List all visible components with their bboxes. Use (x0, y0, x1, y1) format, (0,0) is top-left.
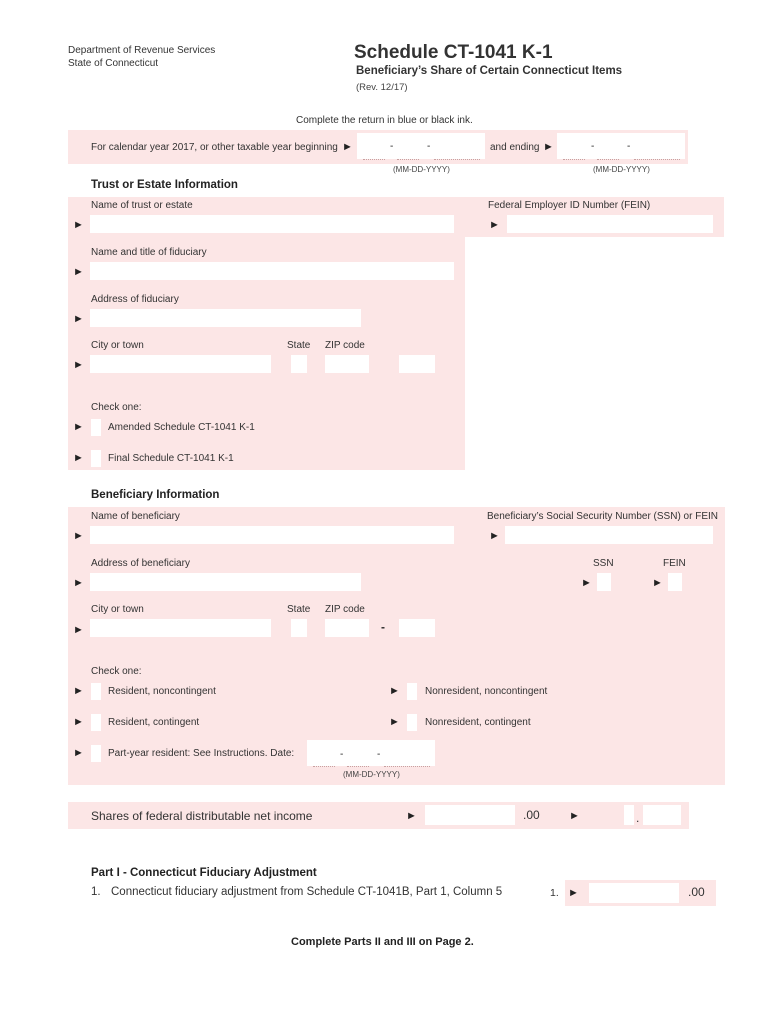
shares-cents: .00 (523, 808, 540, 822)
zip-label: ZIP code (325, 340, 365, 351)
ssn-label: SSN (593, 558, 614, 569)
shares-percent-whole-field[interactable] (624, 805, 634, 825)
shares-decimal-point: . (636, 811, 640, 825)
city-label: City or town (91, 340, 144, 351)
agency-state: State of Connecticut (68, 58, 159, 69)
arrow-icon: ► (73, 577, 84, 589)
part1-heading: Part I - Connecticut Fiduciary Adjustment (91, 867, 317, 879)
beneficiary-check-one-label: Check one: (91, 666, 142, 677)
date-underline (597, 159, 619, 160)
beneficiary-name-label: Name of beneficiary (91, 511, 180, 522)
date-format-hint: (MM-DD-YYYY) (593, 165, 650, 174)
date-separator: - (627, 141, 631, 152)
fein-checkbox[interactable] (668, 573, 682, 591)
shares-percent-decimal-field[interactable] (643, 805, 681, 825)
beneficiary-state-label: State (287, 604, 311, 615)
nonresident-contingent-label: Nonresident, contingent (425, 717, 531, 728)
tax-year-end-label: and ending (490, 142, 540, 153)
nonresident-noncontingent-label: Nonresident, noncontingent (425, 686, 548, 697)
amended-checkbox[interactable] (91, 419, 101, 436)
arrow-icon: ► (489, 219, 500, 231)
nonresident-contingent-checkbox[interactable] (407, 714, 417, 731)
arrow-icon: ► (73, 530, 84, 542)
arrow-icon: ► (389, 716, 400, 728)
fiduciary-adjustment-field[interactable] (589, 883, 679, 903)
beneficiary-city-field[interactable] (90, 619, 271, 637)
form-subtitle: Beneficiary’s Share of Certain Connecticut Items (356, 65, 623, 77)
fiduciary-state-field[interactable] (291, 355, 307, 373)
beneficiary-section-heading: Beneficiary Information (91, 489, 220, 501)
fiduciary-zip-ext-field[interactable] (399, 355, 435, 373)
date-separator: - (591, 141, 595, 152)
date-underline (363, 159, 385, 160)
arrow-icon: ► (73, 685, 84, 697)
fein-field[interactable] (507, 215, 713, 233)
fiduciary-city-field[interactable] (90, 355, 271, 373)
arrow-icon: ► (73, 219, 84, 231)
arrow-icon: ► (73, 359, 84, 371)
date-underline (313, 766, 335, 767)
date-underline (563, 159, 585, 160)
beneficiary-zip-label: ZIP code (325, 604, 365, 615)
arrow-icon: ► (73, 452, 84, 464)
amended-label: Amended Schedule CT-1041 K-1 (108, 422, 255, 433)
fein-type-label: FEIN (663, 558, 686, 569)
shares-label: Shares of federal distributable net income (91, 809, 313, 823)
fiduciary-name-label: Name and title of fiduciary (91, 247, 207, 258)
part1-line1-ref: 1. (550, 887, 559, 899)
date-underline (384, 766, 430, 767)
arrow-icon: ► (581, 577, 592, 589)
arrow-icon: ► (73, 421, 84, 433)
beneficiary-city-label: City or town (91, 604, 144, 615)
nonresident-noncontingent-checkbox[interactable] (407, 683, 417, 700)
arrow-icon: ► (569, 810, 580, 822)
shares-amount-field[interactable] (425, 805, 515, 825)
trust-section-heading: Trust or Estate Information (91, 179, 238, 191)
beneficiary-name-field[interactable] (90, 526, 454, 544)
state-label: State (287, 340, 311, 351)
arrow-icon: ► (489, 530, 500, 542)
resident-noncontingent-label: Resident, noncontingent (108, 686, 216, 697)
final-label: Final Schedule CT-1041 K-1 (108, 453, 234, 464)
date-separator: - (340, 749, 344, 760)
beneficiary-zip-field[interactable] (325, 619, 369, 637)
arrow-icon: ► (73, 624, 84, 636)
date-separator: - (427, 141, 431, 152)
resident-noncontingent-checkbox[interactable] (91, 683, 101, 700)
part1-line1-number: 1. (91, 886, 101, 898)
form-revision: (Rev. 12/17) (356, 82, 408, 93)
ssn-checkbox[interactable] (597, 573, 611, 591)
date-underline (634, 159, 680, 160)
arrow-icon: ► (73, 266, 84, 278)
final-checkbox[interactable] (91, 450, 101, 467)
trust-name-field[interactable] (90, 215, 454, 233)
arrow-icon: ► (652, 577, 663, 589)
fiduciary-name-field[interactable] (90, 262, 454, 280)
fiduciary-adjustment-cents: .00 (688, 885, 705, 899)
tax-year-end-date-field[interactable] (557, 133, 685, 159)
ink-instruction: Complete the return in blue or black ink. (296, 115, 473, 126)
part1-line1-text: Connecticut fiduciary adjustment from Schedule CT-1041B, Part 1, Column 5 (111, 886, 503, 898)
tax-year-begin-label: For calendar year 2017, or other taxable year beginning (91, 142, 338, 153)
arrow-icon: ► (406, 810, 417, 822)
resident-contingent-checkbox[interactable] (91, 714, 101, 731)
beneficiary-zip-ext-field[interactable] (399, 619, 435, 637)
arrow-icon: ► (389, 685, 400, 697)
date-underline (434, 159, 480, 160)
date-underline (347, 766, 369, 767)
date-format-hint: (MM-DD-YYYY) (343, 770, 400, 779)
date-separator: - (377, 749, 381, 760)
fein-label: Federal Employer ID Number (FEIN) (488, 200, 651, 211)
date-format-hint: (MM-DD-YYYY) (393, 165, 450, 174)
arrow-icon: ► (543, 141, 554, 153)
beneficiary-state-field[interactable] (291, 619, 307, 637)
agency-name: Department of Revenue Services (68, 45, 216, 56)
arrow-icon: ► (73, 747, 84, 759)
beneficiary-address-field[interactable] (90, 573, 361, 591)
continue-note: Complete Parts II and III on Page 2. (291, 936, 474, 948)
zip-dash: - (381, 620, 385, 634)
arrow-icon: ► (342, 141, 353, 153)
beneficiary-id-field[interactable] (505, 526, 713, 544)
trust-name-label: Name of trust or estate (91, 200, 193, 211)
fiduciary-address-label: Address of fiduciary (91, 294, 179, 305)
form-title: Schedule CT-1041 K-1 (354, 42, 553, 63)
beneficiary-address-label: Address of beneficiary (91, 558, 190, 569)
resident-contingent-label: Resident, contingent (108, 717, 200, 728)
arrow-icon: ► (73, 313, 84, 325)
date-separator: - (390, 141, 394, 152)
arrow-icon: ► (568, 887, 579, 899)
trust-check-one-label: Check one: (91, 402, 142, 413)
date-underline (397, 159, 419, 160)
arrow-icon: ► (73, 716, 84, 728)
beneficiary-id-label: Beneficiary’s Social Security Number (SSN) or FEIN (487, 511, 718, 522)
fiduciary-zip-field[interactable] (325, 355, 369, 373)
part-year-label: Part-year resident: See Instructions. Date: (108, 748, 295, 759)
fiduciary-address-field[interactable] (90, 309, 361, 327)
tax-year-begin-date-field[interactable] (357, 133, 485, 159)
part-year-checkbox[interactable] (91, 745, 101, 762)
part-year-date-field[interactable] (307, 740, 435, 766)
